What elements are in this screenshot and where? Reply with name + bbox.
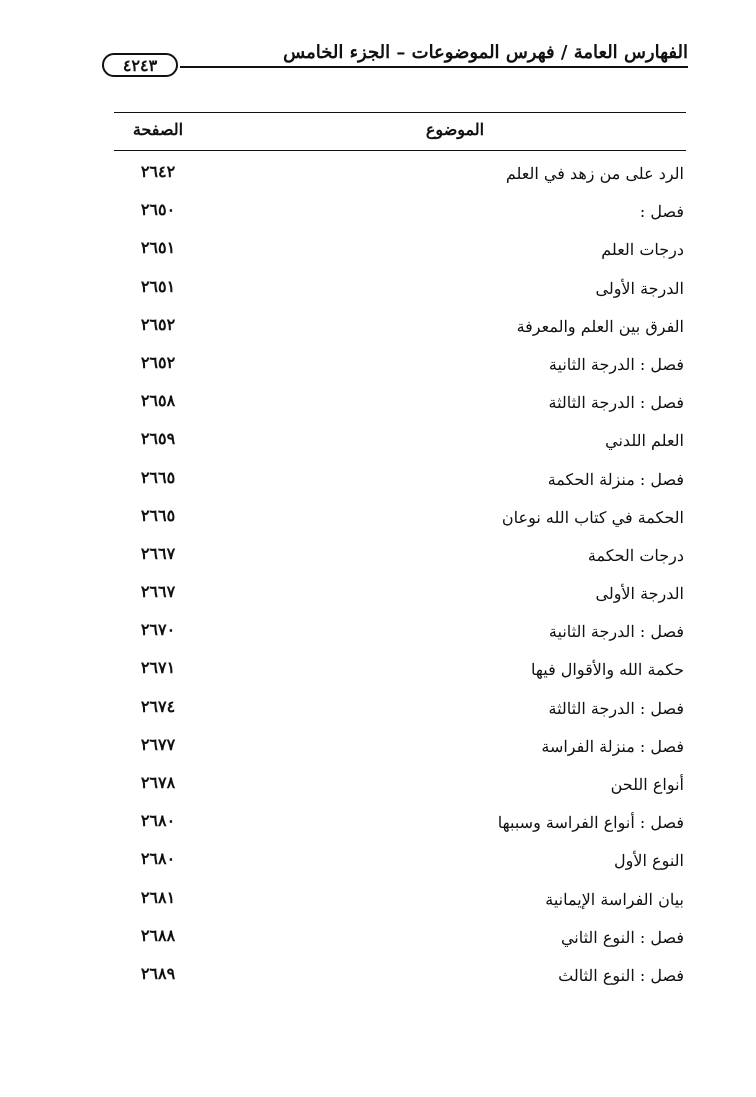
entry-page-number: ٢٦٧٧ bbox=[140, 734, 176, 754]
index-row bbox=[114, 614, 686, 652]
entry-page-number: ٢٦٦٥ bbox=[140, 467, 176, 487]
entry-topic: بيان الفراسة الإيمانية bbox=[545, 889, 684, 909]
index-row bbox=[114, 576, 686, 614]
index-row bbox=[114, 500, 686, 538]
index-row bbox=[114, 156, 686, 194]
index-row bbox=[114, 920, 686, 958]
entry-topic: الفرق بين العلم والمعرفة bbox=[516, 316, 684, 336]
entry-topic: فصل : الدرجة الثانية bbox=[548, 622, 684, 642]
entry-page-number: ٢٦٨٠ bbox=[140, 811, 176, 831]
entry-topic: فصل : الدرجة الثالثة bbox=[548, 698, 684, 718]
entry-topic: درجات العلم bbox=[601, 240, 684, 260]
header-rule bbox=[180, 66, 688, 68]
index-row bbox=[114, 767, 686, 805]
entry-page-number: ٢٦٦٧ bbox=[140, 582, 176, 602]
entry-page-number: ٢٦٧١ bbox=[140, 658, 176, 678]
index-row bbox=[114, 194, 686, 232]
entry-page-number: ٢٦٨٩ bbox=[140, 963, 176, 983]
index-row bbox=[114, 958, 686, 996]
entry-topic: النوع الأول bbox=[614, 851, 684, 871]
entry-page-number: ٢٦٨١ bbox=[140, 887, 176, 907]
entry-page-number: ٢٦٥٠ bbox=[140, 200, 176, 220]
entry-topic: الرد على من زهد في العلم bbox=[505, 164, 684, 183]
entry-page-number: ٢٦٥٩ bbox=[140, 429, 176, 449]
entry-page-number: ٢٦٦٥ bbox=[140, 505, 176, 525]
entry-page-number: ٢٦٥٢ bbox=[140, 314, 176, 334]
running-header-title: الفهارس العامة / فهرس الموضوعات – الجزء الخامس bbox=[283, 42, 688, 63]
column-header-topic: الموضوع bbox=[425, 120, 485, 139]
index-row bbox=[114, 232, 686, 270]
index-row bbox=[114, 538, 686, 576]
entry-page-number: ٢٦٥٢ bbox=[140, 352, 176, 372]
entry-topic: العلم اللدني bbox=[605, 431, 684, 451]
entry-page-number: ٢٦٥١ bbox=[140, 276, 176, 296]
index-row bbox=[114, 729, 686, 767]
entry-topic: حكمة الله والأقوال فيها bbox=[530, 660, 684, 680]
column-header-rule bbox=[114, 150, 686, 151]
page-number-badge: ٤٢٤٣ bbox=[102, 53, 178, 77]
entry-page-number: ٢٦٨٠ bbox=[140, 849, 176, 869]
entry-page-number: ٢٦٧٨ bbox=[140, 773, 176, 792]
entry-topic: فصل : الدرجة الثالثة bbox=[548, 393, 684, 413]
entry-page-number: ٢٦٤٢ bbox=[140, 162, 176, 181]
index-row bbox=[114, 385, 686, 423]
table-top-rule bbox=[114, 112, 686, 113]
index-row bbox=[114, 462, 686, 500]
index-row bbox=[114, 882, 686, 920]
entry-topic: فصل : الدرجة الثانية bbox=[548, 354, 684, 374]
index-row bbox=[114, 843, 686, 881]
entry-page-number: ٢٦٥١ bbox=[140, 238, 176, 258]
entry-topic: فصل : أنواع الفراسة وسببها bbox=[497, 813, 684, 833]
index-row bbox=[114, 805, 686, 843]
entry-page-number: ٢٦٧٤ bbox=[140, 696, 176, 716]
entry-topic: فصل : منزلة الحكمة bbox=[547, 469, 684, 489]
index-row bbox=[114, 652, 686, 690]
page-header bbox=[102, 40, 688, 80]
entry-topic: فصل : منزلة الفراسة bbox=[541, 736, 684, 756]
index-row bbox=[114, 691, 686, 729]
index-row bbox=[114, 309, 686, 347]
entry-topic: فصل : bbox=[639, 202, 684, 222]
entry-page-number: ٢٦٨٨ bbox=[140, 925, 176, 945]
index-row bbox=[114, 423, 686, 461]
index-row bbox=[114, 347, 686, 385]
entry-topic: فصل : النوع الثاني bbox=[560, 927, 684, 947]
entry-page-number: ٢٦٧٠ bbox=[140, 620, 176, 640]
entry-page-number: ٢٦٥٨ bbox=[140, 391, 176, 411]
entry-topic: أنواع اللحن bbox=[610, 775, 684, 794]
index-row bbox=[114, 271, 686, 309]
entry-page-number: ٢٦٦٧ bbox=[140, 543, 176, 563]
entry-topic: درجات الحكمة bbox=[587, 545, 684, 565]
column-header-page: الصفحة bbox=[132, 120, 184, 139]
entry-topic: فصل : النوع الثالث bbox=[558, 965, 684, 985]
entry-topic: الدرجة الأولى bbox=[595, 584, 684, 604]
index-entries bbox=[114, 156, 686, 996]
entry-topic: الدرجة الأولى bbox=[595, 278, 684, 298]
entry-topic: الحكمة في كتاب الله نوعان bbox=[501, 507, 684, 527]
